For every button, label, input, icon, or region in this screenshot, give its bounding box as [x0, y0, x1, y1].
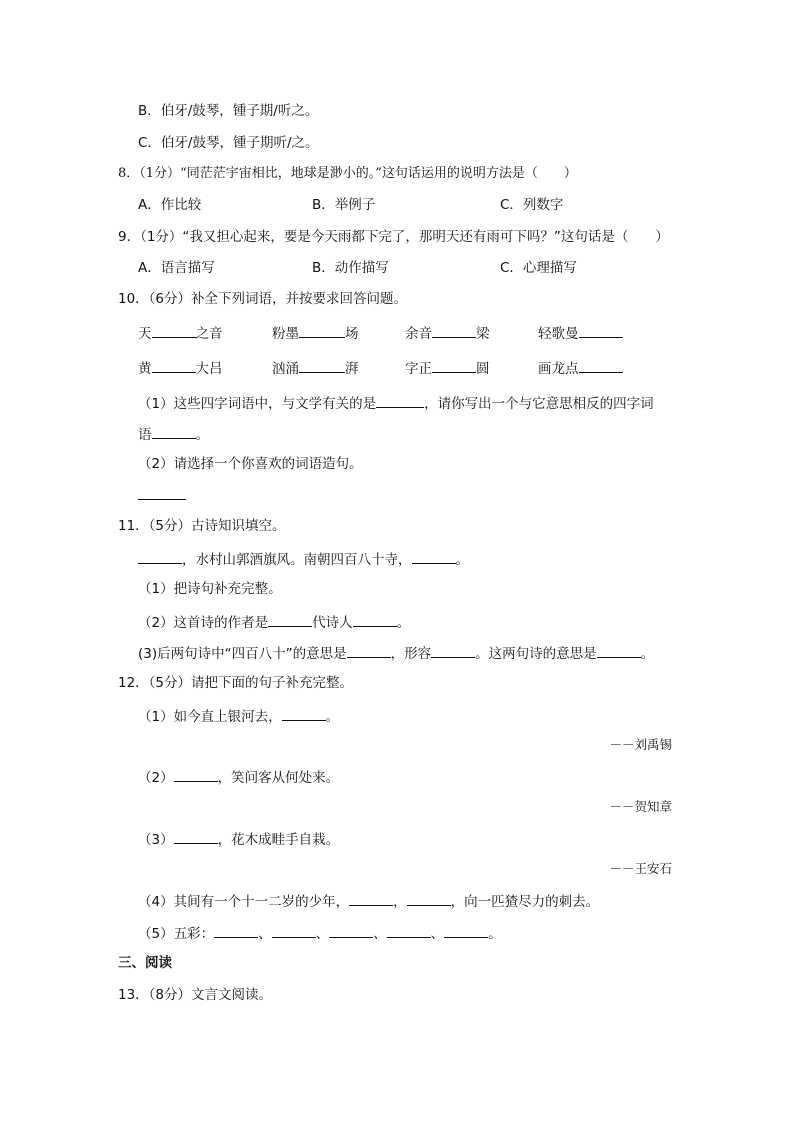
q10-stem: 10．（6分）补全下列词语，并按要求回答问题。 [118, 291, 408, 307]
q10-word-7: 字正 圆 [405, 357, 490, 379]
q10-sub1: （1）这些四字词语中，与文学有关的是 ，请你写出一个与它意思相反的四字词 [138, 392, 654, 414]
answer-blank[interactable] [174, 766, 218, 782]
answer-blank[interactable] [214, 922, 258, 938]
q12-stem: 12．（5分）请把下面的句子补充完整。 [118, 675, 354, 691]
answer-blank[interactable] [387, 922, 431, 938]
q8-option-b: B．举例子 [312, 197, 376, 213]
q10-sub2: （2）请选择一个你喜欢的词语造句。 [138, 456, 363, 472]
answer-blank[interactable] [431, 642, 475, 658]
q9-option-c: C．心理描写 [500, 260, 577, 276]
q8-stem: 8．（1分）“同茫茫宇宙相比，地球是渺小的。”这句话运用的说明方法是（ ） [118, 166, 577, 181]
answer-blank[interactable] [432, 357, 476, 373]
q10-word-3: 余音 梁 [405, 322, 490, 344]
q12-sentence-5: （5）五彩： 、 、 、 、 。 [138, 922, 502, 944]
q10-word-2: 粉墨 场 [272, 322, 359, 344]
answer-blank[interactable] [138, 484, 186, 500]
q10-word-8: 画龙点 [538, 357, 623, 379]
answer-blank[interactable] [138, 548, 182, 564]
answer-blank[interactable] [152, 357, 196, 373]
q9-stem: 9．（1分）“我又担心起来，要是今天雨都下完了，那明天还有雨可下吗？”这句话是（ ） [118, 229, 669, 245]
answer-blank[interactable] [174, 828, 218, 844]
q11-sub1: （1）把诗句补充完整。 [138, 581, 282, 597]
answer-blank[interactable] [282, 705, 326, 721]
q10-sub2-answer [138, 484, 186, 506]
answer-blank[interactable] [268, 611, 312, 627]
q12-sentence-2: （2） ，笑问客从何处来。 [138, 766, 339, 788]
answer-blank[interactable] [579, 322, 623, 338]
q11-sub2: （2）这首诗的作者是 代诗人 。 [138, 611, 410, 633]
q10-word-6: 汹涌 湃 [272, 357, 359, 379]
q12-author-3: －－王安石 [609, 861, 672, 876]
answer-blank[interactable] [412, 548, 456, 564]
q12-sentence-3: （3） ，花木成畦手自栽。 [138, 828, 339, 850]
q9-option-a: A．语言描写 [138, 260, 215, 276]
q12-author-2: －－贺知章 [609, 799, 672, 814]
answer-blank[interactable] [329, 922, 373, 938]
q12-sentence-1: （1）如今直上银河去， 。 [138, 705, 339, 727]
q12-sentence-4: （4）其间有一个十一二岁的少年， ， ，向一匹猹尽力的刺去。 [138, 890, 599, 912]
answer-blank[interactable] [353, 611, 397, 627]
q11-sub3: (3)后两句诗中“四百八十”的意思是 ，形容 。这两句诗的意思是 。 [138, 642, 654, 664]
answer-blank[interactable] [299, 357, 345, 373]
answer-blank[interactable] [272, 922, 316, 938]
answer-blank[interactable] [597, 642, 641, 658]
answer-blank[interactable] [299, 322, 345, 338]
answer-blank[interactable] [152, 322, 196, 338]
answer-blank[interactable] [432, 322, 476, 338]
q8-option-c: C．列数字 [500, 197, 564, 213]
answer-blank[interactable] [349, 890, 393, 906]
q10-sub1-cont: 语 。 [138, 423, 209, 445]
answer-blank[interactable] [152, 423, 196, 439]
answer-blank[interactable] [407, 890, 451, 906]
q12-author-1: －－刘禹锡 [609, 737, 672, 752]
q10-word-4: 轻歌曼 [538, 322, 623, 344]
q7-option-c: C．伯牙/鼓琴，锺子期听/之。 [138, 135, 319, 151]
q10-word-1: 天 之音 [138, 322, 223, 344]
answer-blank[interactable] [444, 922, 488, 938]
q7-option-b: B．伯牙/鼓琴，锺子期/听之。 [138, 103, 319, 119]
q11-stem: 11．（5分）古诗知识填空。 [118, 518, 286, 534]
answer-blank[interactable] [376, 392, 424, 408]
answer-blank[interactable] [579, 357, 623, 373]
q13-stem: 13．（8分）文言文阅读。 [118, 987, 273, 1003]
q8-option-a: A．作比较 [138, 197, 202, 213]
section-heading-reading: 三、阅读 [118, 955, 172, 971]
q10-word-5: 黄 大吕 [138, 357, 223, 379]
q9-option-b: B．动作描写 [312, 260, 389, 276]
answer-blank[interactable] [347, 642, 391, 658]
q11-poem: ，水村山郭酒旗风。南朝四百八十寺， 。 [138, 548, 469, 570]
